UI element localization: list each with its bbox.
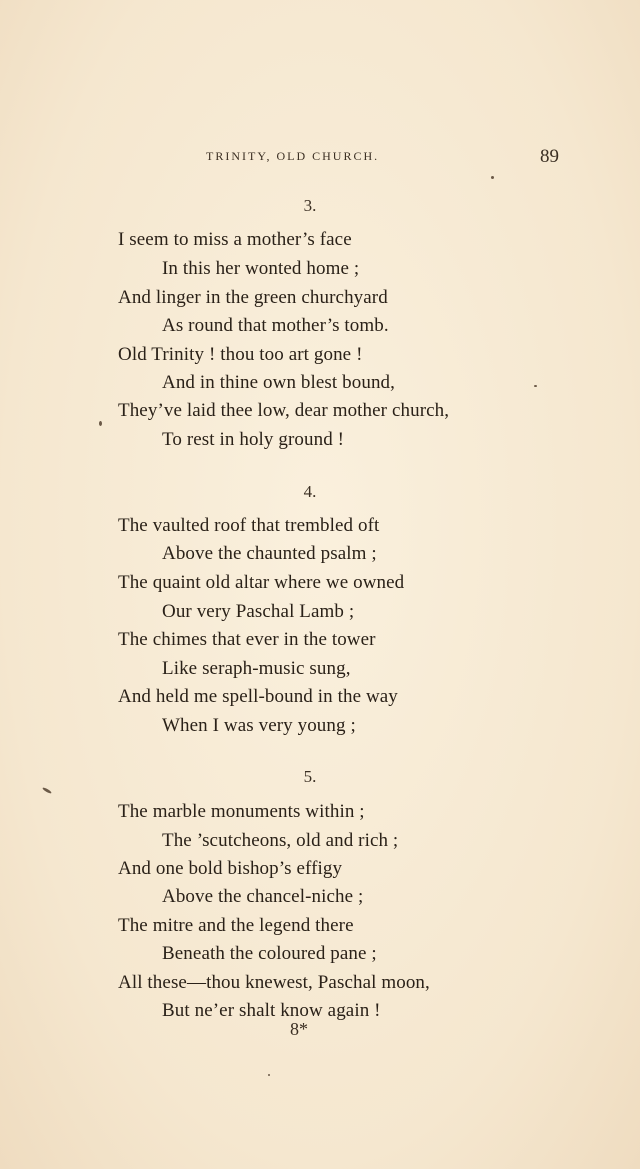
paper-speck <box>534 385 537 387</box>
poem-line: The chimes that ever in the tower <box>118 629 376 650</box>
poem-line: In this her wonted home ; <box>162 258 360 279</box>
poem-line: When I was very young ; <box>162 715 356 736</box>
running-title: TRINITY, OLD CHURCH. <box>206 149 380 163</box>
paper-speck <box>491 176 494 179</box>
poem-line: The mitre and the legend there <box>118 915 354 936</box>
stanza-number: 5. <box>303 767 317 786</box>
paper-speck <box>99 421 102 426</box>
poem-line: Like seraph-music sung, <box>162 658 351 679</box>
signature-mark: 8* <box>290 1019 308 1039</box>
poem-line: And linger in the green churchyard <box>118 287 388 308</box>
poem-line: The ’scutcheons, old and rich ; <box>162 830 399 851</box>
poem-line: And held me spell-bound in the way <box>118 686 398 707</box>
page-number: 89 <box>540 146 559 167</box>
poem-line: The quaint old altar where we owned <box>118 572 405 593</box>
stanza-number: 3. <box>303 196 317 215</box>
poem-line: The marble monuments within ; <box>118 801 365 822</box>
paper-speck <box>42 787 52 795</box>
poem-line: I seem to miss a mother’s face <box>118 229 352 250</box>
stanza-number: 4. <box>303 482 317 501</box>
poem-line: But ne’er shalt know again ! <box>162 1000 381 1021</box>
poem-line: Old Trinity ! thou too art gone ! <box>118 344 363 365</box>
poem-line: And one bold bishop’s effigy <box>118 858 343 879</box>
poem-line: All these—thou knewest, Paschal moon, <box>118 972 430 993</box>
poem-line: Our very Paschal Lamb ; <box>162 601 355 622</box>
poem-line: Beneath the coloured pane ; <box>162 943 377 964</box>
running-head <box>0 146 640 168</box>
poem-line: To rest in holy ground ! <box>162 429 345 450</box>
poem-line: Above the chancel-niche ; <box>162 886 364 907</box>
paper-speck <box>268 1074 270 1076</box>
poem-line: They’ve laid thee low, dear mother church, <box>118 400 450 421</box>
poem-line: And in thine own blest bound, <box>162 372 395 393</box>
poem-line: The vaulted roof that trembled oft <box>118 515 380 536</box>
poem-line: As round that mother’s tomb. <box>162 315 389 336</box>
poem-line: Above the chaunted psalm ; <box>162 543 377 564</box>
